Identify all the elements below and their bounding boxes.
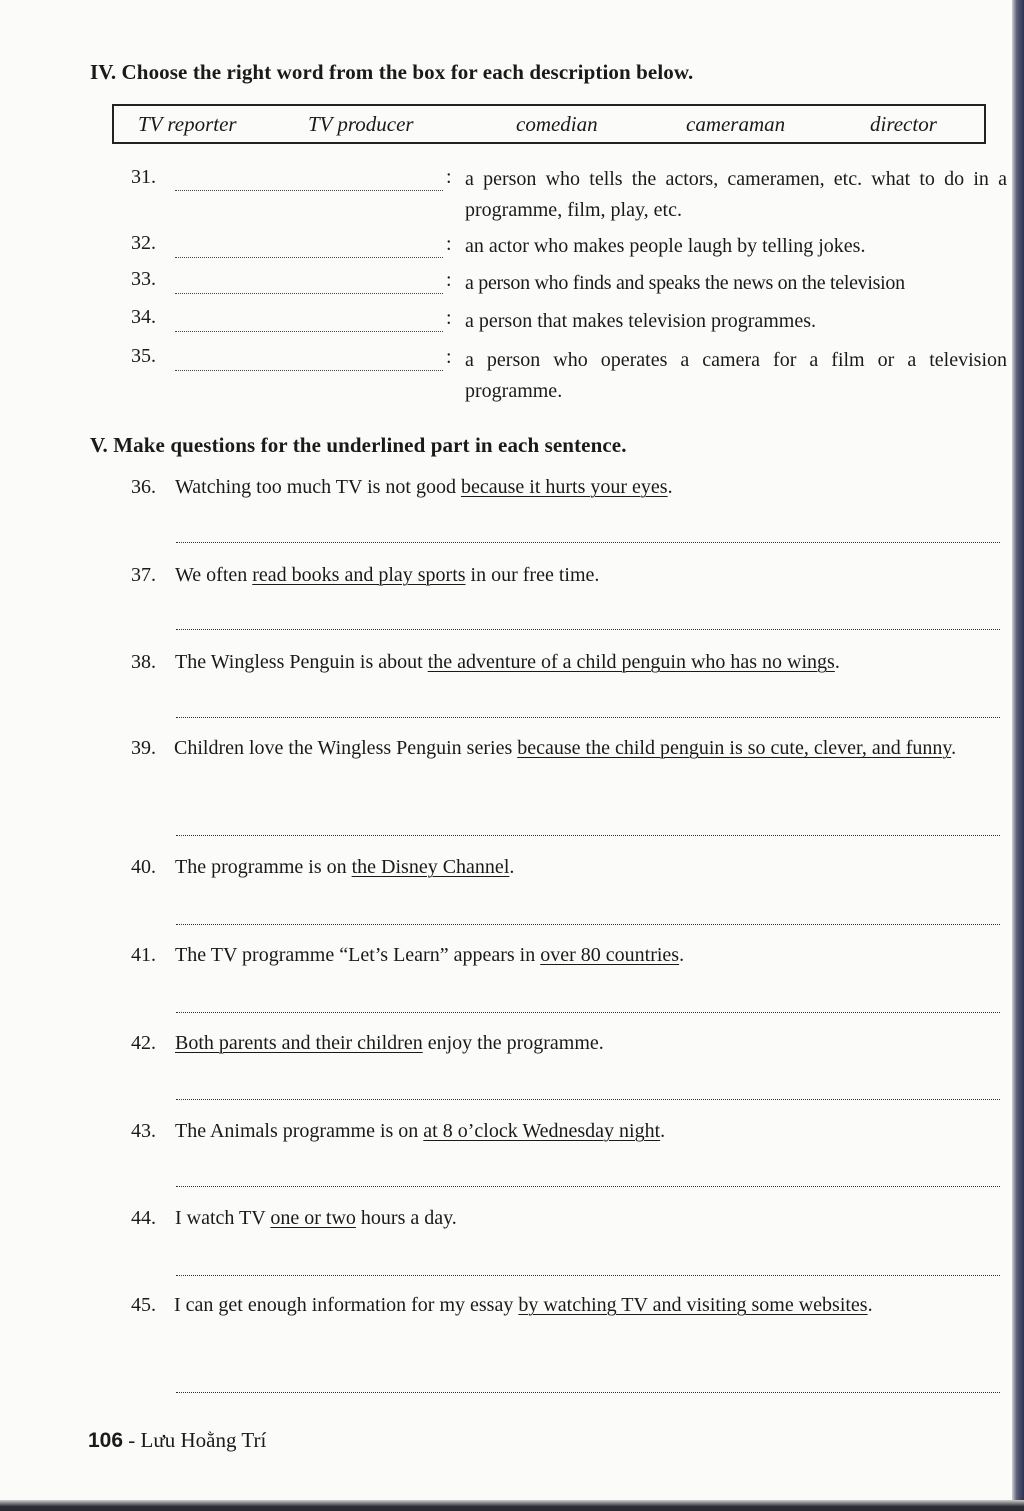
- definition: a person who tells the actors, cameramen, etc. what to do in a programme, film, play, etc.: [465, 168, 1007, 221]
- answer-blank[interactable]: [175, 348, 443, 371]
- word-box-item: TV reporter: [138, 112, 237, 136]
- definition: a person who operates a camera for a film or a television programme.: [465, 349, 1007, 402]
- question-37: 37. We often read books and play sports in our free time.: [131, 564, 600, 586]
- item-number: 34.: [131, 306, 156, 328]
- word-box-item: director: [870, 112, 937, 136]
- question-43: 43. The Animals programme is on at 8 o’clock Wednesday night.: [131, 1120, 666, 1142]
- answer-line[interactable]: [176, 1174, 1000, 1187]
- answer-line[interactable]: [176, 617, 1000, 630]
- page-footer: [88, 1428, 266, 1453]
- colon: :: [446, 346, 452, 368]
- colon: :: [446, 307, 452, 329]
- word-box-item: cameraman: [686, 112, 786, 136]
- question-45: 45. I can get enough information for my essay by watching TV and visiting some websites.: [131, 1294, 873, 1316]
- section-5-heading: V. Make questions for the underlined part in each sentence.: [90, 433, 627, 457]
- question-41: 41. The TV programme “Let’s Learn” appears in over 80 countries.: [131, 944, 685, 966]
- answer-line[interactable]: [176, 823, 1000, 836]
- footer-separator: -: [123, 1428, 141, 1452]
- word-box: [112, 104, 986, 144]
- answer-blank[interactable]: [175, 168, 443, 191]
- answer-line[interactable]: [176, 912, 1000, 925]
- item-number: 31.: [131, 166, 156, 188]
- colon: :: [446, 166, 452, 188]
- page-number: 106: [88, 1429, 124, 1452]
- answer-line[interactable]: [176, 705, 1000, 718]
- underlined-part: read books and play sports: [252, 564, 466, 586]
- underlined-part: by watching TV and visiting some websites: [518, 1294, 868, 1316]
- answer-blank[interactable]: [175, 235, 443, 258]
- underlined-part: the Disney Channel: [351, 856, 510, 878]
- page-edge-bottom: [0, 1500, 1024, 1511]
- underlined-part: Both parents and their children: [175, 1032, 423, 1054]
- underlined-part: at 8 o’clock Wednesday night: [423, 1120, 661, 1142]
- question-39: 39. Children love the Wingless Penguin series because the child penguin is so cute, clever, and funny.: [131, 737, 957, 759]
- answer-line[interactable]: [176, 1000, 1000, 1013]
- answer-blank[interactable]: [175, 271, 443, 294]
- item-number: 35.: [131, 345, 156, 367]
- definition: a person that makes television programmes.: [465, 310, 817, 332]
- colon: :: [446, 233, 452, 255]
- section-4-heading: IV. Choose the right word from the box for each description below.: [90, 60, 694, 84]
- word-box-item: TV producer: [308, 112, 414, 136]
- item-number: 33.: [131, 268, 156, 290]
- definition: an actor who makes people laugh by telling jokes.: [465, 235, 866, 257]
- underlined-part: over 80 countries: [540, 944, 680, 966]
- question-44: 44. I watch TV one or two hours a day.: [131, 1207, 457, 1229]
- question-40: 40. The programme is on the Disney Channel.: [131, 856, 515, 878]
- underlined-part: the adventure of a child penguin who has no wings: [427, 651, 835, 673]
- question-36: 36. Watching too much TV is not good because it hurts your eyes.: [131, 476, 673, 498]
- word-box-item: comedian: [516, 112, 598, 136]
- question-42: 42. Both parents and their children enjoy the programme.: [131, 1032, 604, 1054]
- item-number: 32.: [131, 232, 156, 254]
- colon: :: [446, 269, 452, 291]
- answer-line[interactable]: [176, 1087, 1000, 1100]
- underlined-part: because it hurts your eyes: [460, 476, 668, 498]
- answer-line[interactable]: [176, 1263, 1000, 1276]
- page-edge-right: [1012, 0, 1024, 1511]
- definition: a person who finds and speaks the news on the television: [465, 272, 905, 294]
- underlined-part: because the child penguin is so cute, clever, and funny: [517, 737, 952, 759]
- answer-blank[interactable]: [175, 309, 443, 332]
- underlined-part: one or two: [270, 1207, 356, 1229]
- author-name: Lưu Hoằng Trí: [140, 1428, 267, 1452]
- answer-line[interactable]: [176, 530, 1000, 543]
- question-38: 38. The Wingless Penguin is about the adventure of a child penguin who has no wings.: [131, 651, 840, 673]
- answer-line[interactable]: [176, 1380, 1000, 1393]
